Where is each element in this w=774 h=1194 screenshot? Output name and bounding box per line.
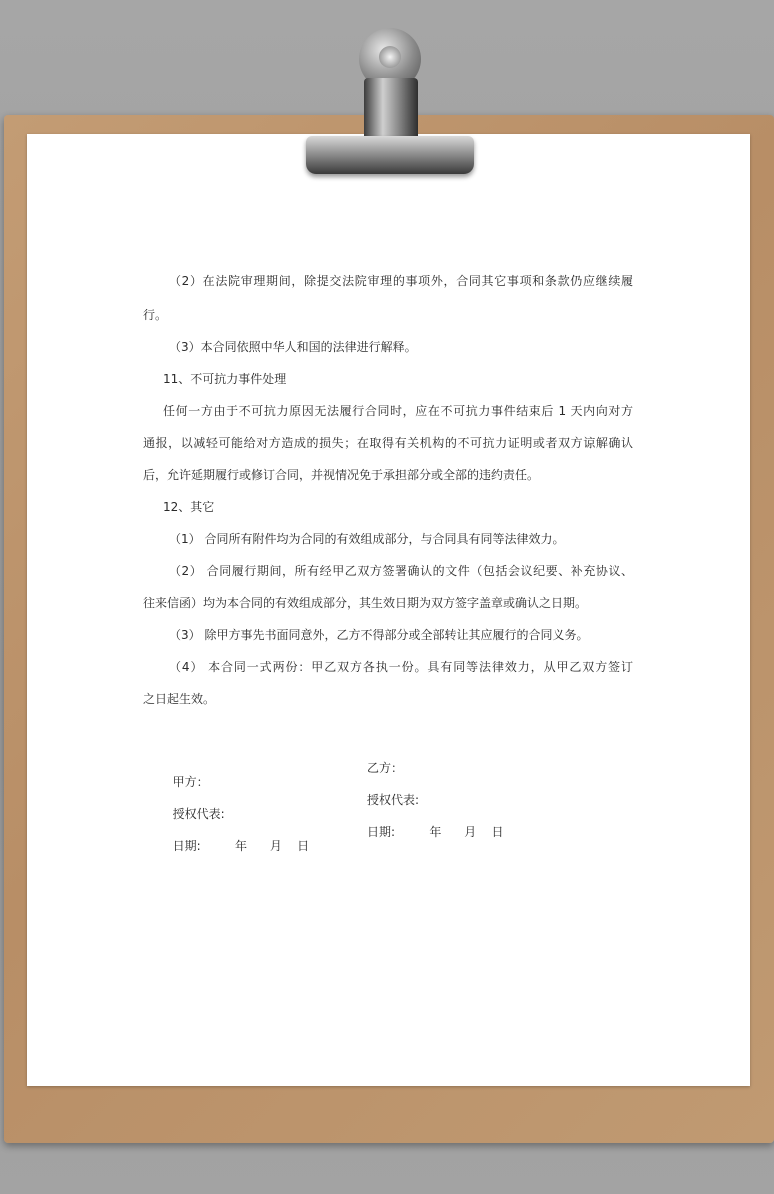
text-line: （2）在法院审理期间，除提交法院审理的事项外，合同其它事项和条款仍应继续履 — [169, 274, 633, 288]
signature-date-row — [165, 823, 504, 868]
text-line: 后，允许延期履行或修订合同，并视情况免于承担部分或全部的违约责任。 — [143, 468, 540, 482]
text-line: 往来信函）均为本合同的有效组成部分，其生效日期为双方签字盖章或确认之日期。 — [143, 596, 588, 610]
paragraph-law — [143, 339, 633, 355]
paragraph-force-majeure — [143, 435, 633, 451]
paragraph-other-2 — [143, 595, 633, 611]
text-line: （2） 合同履行期间，所有经甲乙双方签署确认的文件（包括会议纪要、补充协议、 — [169, 564, 633, 578]
text-line: 通报，以减轻可能给对方造成的损失；在取得有关机构的不可抗力证明或者双方谅解确认 — [143, 436, 633, 450]
text-line: 12、其它 — [163, 500, 215, 514]
paragraph-other-2 — [143, 563, 633, 579]
text-line: （1） 合同所有附件均为合同的有效组成部分，与合同具有同等法律效力。 — [169, 532, 565, 546]
paragraph-court-review-cont — [143, 307, 633, 323]
rep-a-label: 授权代表: — [172, 807, 225, 821]
date-b-label: 日期: 年 月 日 — [367, 825, 504, 839]
rep-b-label: 授权代表: — [367, 793, 420, 807]
text-line: （4） 本合同一式两份：甲乙双方各执一份。具有同等法律效力，从甲乙双方签订 — [169, 660, 633, 674]
text-line: 11、不可抗力事件处理 — [163, 372, 287, 386]
section-heading-other — [143, 499, 633, 515]
text-line: 之日起生效。 — [143, 692, 216, 706]
paragraph-force-majeure — [143, 403, 633, 419]
text-line: 行。 — [143, 308, 168, 322]
text-line: （3） 除甲方事先书面同意外，乙方不得部分或全部转让其应履行的合同义务。 — [169, 628, 589, 642]
paragraph-other-4 — [143, 659, 633, 675]
text-line: （3）本合同依照中华人和国的法律进行解释。 — [169, 340, 417, 354]
section-heading-force-majeure — [143, 371, 633, 387]
paragraph-other-4 — [143, 691, 633, 707]
party-a-label: 甲方： — [172, 775, 209, 789]
binder-clip-icon — [300, 28, 480, 178]
clip-base — [306, 136, 474, 174]
text-line: 任何一方由于不可抗力原因无法履行合同时，应在不可抗力事件结束后 1 天内向对方 — [163, 404, 633, 418]
paragraph-other-1 — [143, 531, 633, 547]
paragraph-force-majeure — [143, 467, 633, 483]
date-a-label: 日期: 年 月 日 — [172, 839, 310, 853]
paragraph-other-3 — [143, 627, 633, 643]
paragraph-court-review — [143, 273, 633, 289]
party-b-label: 乙方： — [367, 761, 404, 775]
